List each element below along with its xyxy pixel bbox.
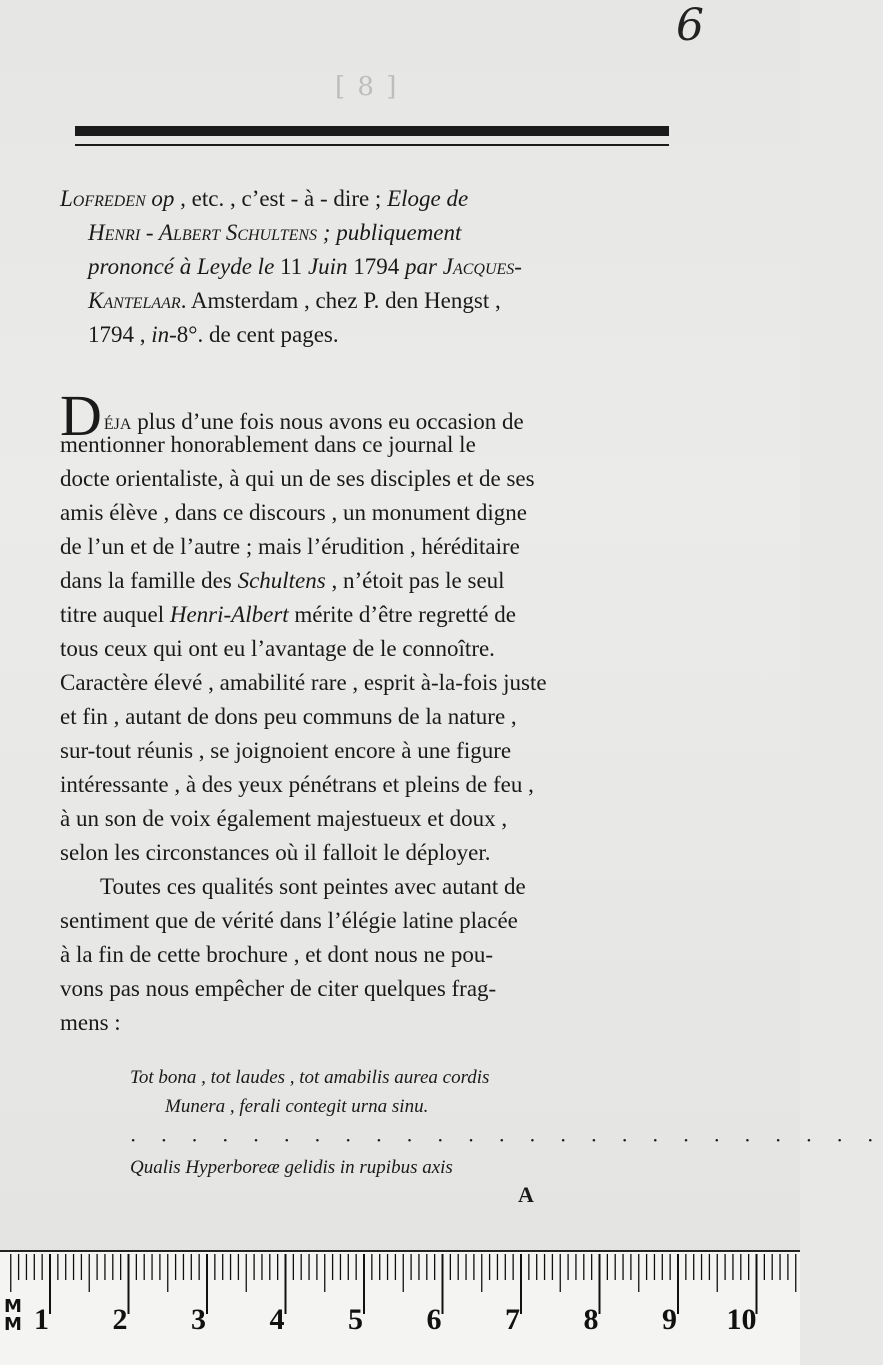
drop-cap-rest: éja bbox=[103, 409, 132, 434]
title-publiquement: publiquement bbox=[336, 220, 462, 245]
title-eloge: Eloge de bbox=[387, 186, 469, 211]
body-line-9: Caractère élevé , amabilité rare , esprit à-la-fois juste bbox=[60, 670, 547, 695]
body-line-8: tous ceux qui ont eu l’avantage de le connoître. bbox=[60, 636, 495, 661]
title-par: par bbox=[399, 254, 443, 279]
faint-page-number: [ 8 ] bbox=[335, 72, 399, 102]
title-format: -8°. de cent pages. bbox=[169, 322, 339, 347]
ruler-number: 5 bbox=[348, 1303, 363, 1336]
title-day: 11 bbox=[280, 254, 303, 279]
ruler-number: 4 bbox=[269, 1303, 285, 1336]
title-line-4 bbox=[88, 286, 708, 316]
ruler-number: 8 bbox=[583, 1303, 599, 1336]
body-line-6 bbox=[60, 566, 680, 596]
body-line-17: à la fin de cette brochure , et dont nous ne pou- bbox=[60, 942, 494, 967]
title-year: 1794 bbox=[353, 254, 400, 279]
body-line-10: et fin , autant de dons peu communs de la nature , bbox=[60, 704, 517, 729]
title-author-first: Jacques- bbox=[442, 254, 522, 279]
ruler-number: 9 bbox=[662, 1303, 677, 1336]
body-line-5: de l’un et de l’autre ; mais l’érudition , héréditaire bbox=[60, 534, 520, 559]
verse-line-3: Qualis Hyperboreæ gelidis in rupibus axis bbox=[130, 1157, 453, 1178]
title-prononce: prononcé à Leyde le bbox=[88, 254, 281, 279]
body-line-12: intéressante , à des yeux pénétrans et pleins de feu , bbox=[60, 772, 534, 797]
catchword: A bbox=[518, 1182, 534, 1207]
ruler-number: 7 bbox=[505, 1303, 520, 1336]
title-line-1 bbox=[60, 184, 680, 214]
folio-number: 6 bbox=[676, 0, 704, 51]
title-pub-year: 1794 , bbox=[88, 322, 152, 347]
body-line-4: amis élève , dans ce discours , un monument digne bbox=[60, 500, 527, 525]
verse-line-2: Munera , ferali contegit urna sinu. bbox=[165, 1096, 429, 1117]
ruler-number: 3 bbox=[191, 1303, 206, 1336]
body-line-2: mentionner honorablement dans ce journal le bbox=[60, 432, 476, 457]
title-publisher: . Amsterdam , chez P. den Hengst , bbox=[180, 288, 501, 313]
body-line-14: selon les circonstances où il falloit le déployer. bbox=[60, 840, 491, 865]
body-line-16: sentiment que de vérité dans l’élégie latine placée bbox=[60, 908, 518, 933]
title-cest-a-dire: etc. , c’est - à - dire ; bbox=[191, 186, 388, 211]
body-line-15: Toutes ces qualités sont peintes avec autant de bbox=[100, 874, 526, 899]
title-author-last: Kantelaar bbox=[88, 288, 181, 313]
body-line-7-c: mérite d’être regretté de bbox=[288, 602, 516, 627]
ruler-number: 10 bbox=[726, 1303, 757, 1336]
title-op: op , bbox=[145, 186, 192, 211]
body-henri-albert: Henri-Albert bbox=[169, 602, 289, 627]
title-month: Juin bbox=[302, 254, 354, 279]
ruler-unit-label bbox=[4, 1296, 22, 1335]
body-line-19: mens : bbox=[60, 1010, 121, 1035]
header-rule-thick bbox=[75, 126, 669, 136]
body-line-7 bbox=[60, 600, 680, 630]
body-line-7-a: titre auquel bbox=[60, 602, 170, 627]
ruler-number: 2 bbox=[112, 1303, 128, 1336]
body-line-18: vons pas nous empêcher de citer quelques frag- bbox=[60, 976, 497, 1001]
title-line-5 bbox=[88, 320, 708, 350]
title-subject-name: Henri - Albert Schultens bbox=[88, 220, 318, 245]
title-work-name: Lofreden bbox=[60, 186, 146, 211]
body-schultens: Schultens bbox=[237, 568, 326, 593]
body-line-13: à un son de voix également majestueux et doux , bbox=[60, 806, 508, 831]
ruler-unit-text: MM bbox=[4, 1296, 22, 1335]
body-line-6-c: , n’étoit pas le seul bbox=[325, 568, 505, 593]
body-line-6-a: dans la famille des bbox=[60, 568, 238, 593]
title-sep: ; bbox=[317, 220, 337, 245]
ruler-number: 1 bbox=[34, 1303, 49, 1336]
title-line-3 bbox=[88, 252, 708, 282]
verse-line-1: Tot bona , tot laudes , tot amabilis aurea cordis bbox=[130, 1067, 490, 1088]
body-line-11: sur-tout réunis , se joignoient encore à une figure bbox=[60, 738, 512, 763]
verse-ellipsis-dots: · · · · · · · · · · · · · · · · · · · · · · · · · bbox=[130, 1128, 883, 1152]
body-line-3: docte orientaliste, à qui un de ses disciples et de ses bbox=[60, 466, 535, 491]
ruler-number: 6 bbox=[426, 1303, 442, 1336]
title-line-2 bbox=[88, 218, 708, 248]
drop-cap: D bbox=[60, 383, 102, 448]
title-in: in bbox=[151, 322, 170, 347]
body-line-1-text: plus d’une fois nous avons eu occasion de bbox=[131, 409, 524, 434]
header-rule-thin bbox=[75, 144, 669, 146]
